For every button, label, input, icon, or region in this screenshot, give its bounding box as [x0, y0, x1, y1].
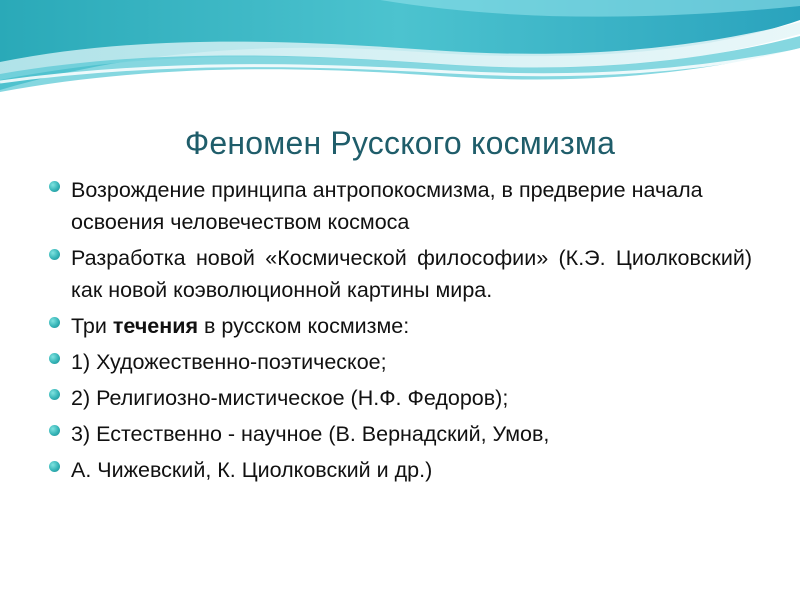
slide-title: Феномен Русского космизма [184, 125, 616, 161]
bullet-dot-icon [49, 181, 60, 192]
bullet-dot-icon [49, 317, 60, 328]
bullet-dot-icon [49, 425, 60, 436]
bullet-text: 2) Религиозно-мистическое (Н.Ф. Федоров); [71, 386, 509, 410]
bullet-dot-icon [49, 353, 60, 364]
bullet-dot-icon [49, 389, 60, 400]
bullet-text: Разработка новой «Космической философии» (К.Э. Циолковский) как новой коэволюционной картины мира. [71, 246, 752, 302]
bullet-item [48, 382, 752, 414]
bullet-text-suffix: в русском космизме: [198, 314, 410, 338]
bullet-text: 3) Естественно - научное (В. Вернадский, Умов, [71, 422, 550, 446]
bullet-item [48, 346, 752, 378]
bullet-text: Возрождение принципа антропокосмизма, в предверие начала освоения человечеством космоса [71, 178, 703, 234]
bullet-text-prefix: Три [71, 314, 113, 338]
bullet-list [48, 174, 752, 490]
bullet-text: 1) Художественно-поэтическое; [71, 350, 387, 374]
bullet-dot-icon [49, 461, 60, 472]
bullet-item [48, 310, 752, 342]
bullet-item [48, 418, 752, 450]
bullet-item [48, 454, 752, 486]
bullet-item [48, 242, 752, 306]
bullet-dot-icon [49, 249, 60, 260]
bullet-text-bold: течения [112, 314, 199, 338]
bullet-text: А. Чижевский, К. Циолковский и др.) [71, 458, 433, 482]
wave-header-decoration [0, 0, 800, 110]
bullet-item [48, 174, 752, 238]
